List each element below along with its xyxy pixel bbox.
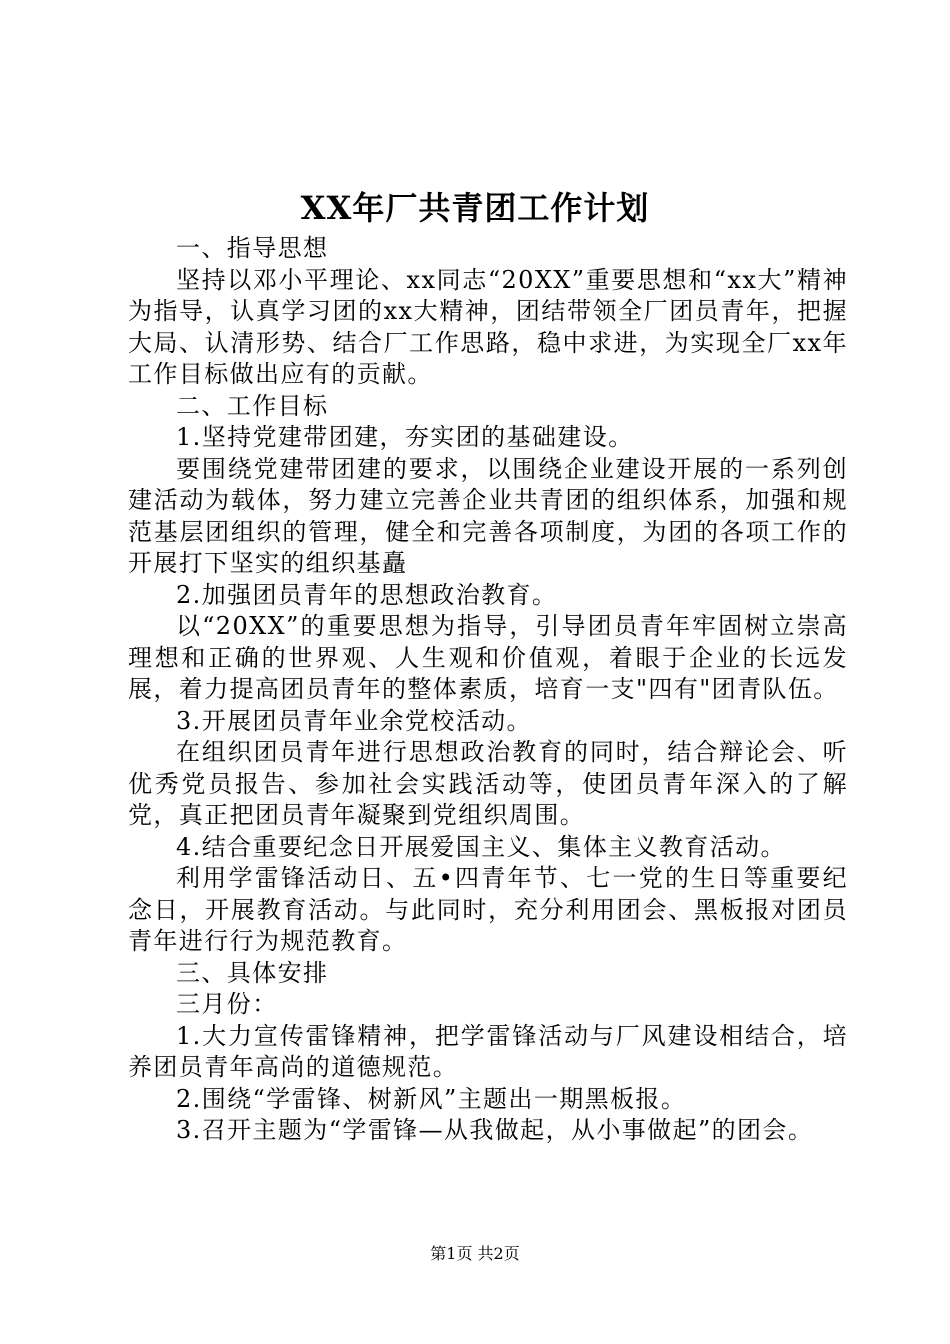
section-heading: 三、具体安排 — [176, 958, 329, 987]
body-paragraph: 以“20XX”的重要思想为指导，引导团员青年牢固树立崇高理想和正确的世界观、人生观和价值观，着眼于企业的长远发展，着力提高团员青年的整体素质，培育一支"四有"团青队伍。 — [128, 612, 848, 703]
body-paragraph: 要围绕党建带团建的要求，以围绕企业建设开展的一系列创建活动为载体，努力建立完善企业共青团的组织体系，加强和规范基层团组织的管理，健全和完善各项制度，为团的各项工作的开展打下坚实的组织基矗 — [128, 454, 848, 577]
page-footer: 第1页 共2页 — [430, 1244, 520, 1263]
document-title: XX年厂共青团工作计划 — [300, 189, 650, 227]
month-heading: 三月份： — [176, 990, 278, 1018]
item-heading: 1.坚持党建带团建，夯实团的基础建设。 — [176, 423, 634, 451]
section-heading: 一、指导思想 — [176, 234, 329, 262]
item-heading: 4.结合重要纪念日开展爱国主义、集体主义教育活动。 — [176, 832, 786, 861]
section-heading: 二、工作目标 — [176, 391, 329, 420]
list-item: 2.围绕“学雷锋、树新风”主题出一期黑板报。 — [176, 1084, 687, 1113]
list-item: 1.大力宣传雷锋精神，把学雷锋活动与厂风建设相结合，培养团员青年高尚的道德规范。 — [128, 1021, 848, 1081]
body-paragraph: 在组织团员青年进行思想政治教育的同时，结合辩论会、听优秀党员报告、参加社会实践活动等，使团员青年深入的了解党，真正把团员青年凝聚到党组织周围。 — [128, 738, 848, 829]
item-heading: 3.开展团员青年业余党校活动。 — [176, 706, 532, 735]
item-heading: 2.加强团员青年的思想政治教育。 — [176, 580, 558, 609]
list-item: 3.召开主题为“学雷锋—从我做起，从小事做起”的团会。 — [176, 1116, 814, 1144]
body-paragraph: 坚持以邓小平理论、xx同志“20XX”重要思想和“xx大”精神为指导，认真学习团的xx大精神，团结带领全厂团员青年，把握大局、认清形势、结合厂工作思路，稳中求进，为实现全厂xx年工作目标做出应有的贡献。 — [128, 265, 848, 388]
body-paragraph: 利用学雷锋活动日、五•四青年节、七一党的生日等重要纪念日，开展教育活动。与此同时，充分利用团会、黑板报对团员青年进行行为规范教育。 — [128, 864, 848, 955]
document-body — [128, 233, 848, 1147]
